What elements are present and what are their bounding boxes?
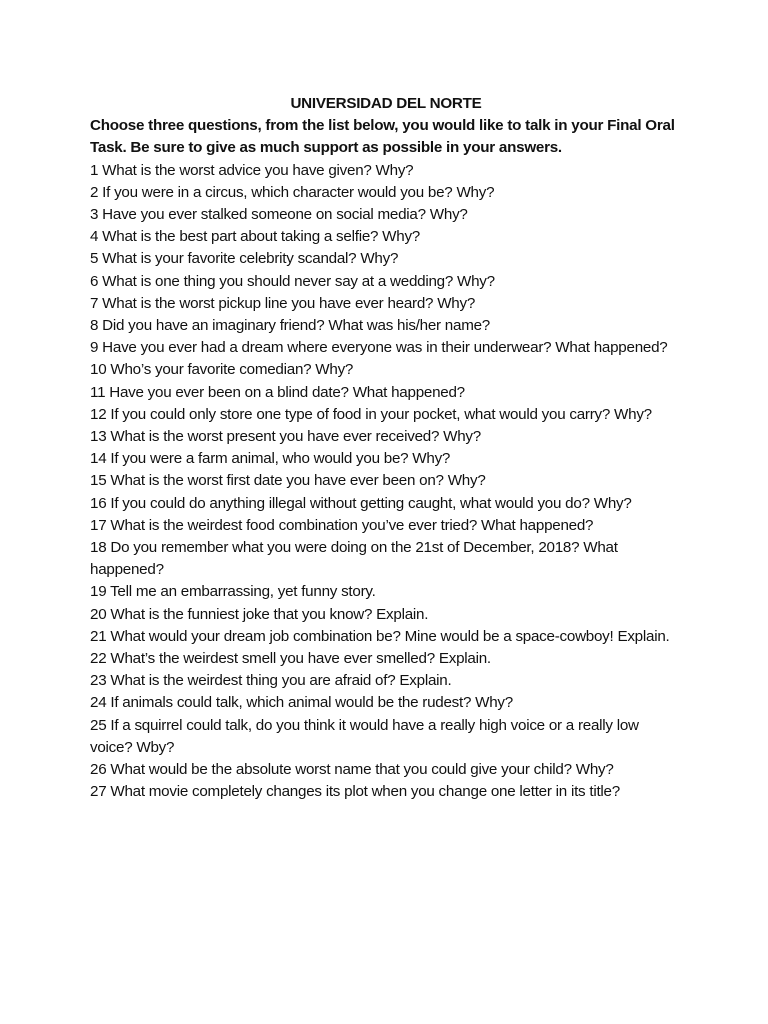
question-item: 27 What movie completely changes its plot when you change one letter in its title? (90, 783, 620, 801)
question-list (90, 160, 682, 804)
question-item: 17 What is the weirdest food combination you’ve ever tried? What happened? (90, 516, 594, 534)
question-item: 9 Have you ever had a dream where everyone was in their underwear? What happened? (90, 339, 668, 357)
question-item: 10 Who’s your favorite comedian? Why? (90, 361, 354, 379)
question-item: 1 What is the worst advice you have given? Why? (90, 161, 414, 179)
question-item: 5 What is your favorite celebrity scandal? Why? (90, 250, 399, 268)
question-item: 19 Tell me an embarrassing, yet funny story. (90, 583, 376, 601)
question-item: 25 If a squirrel could talk, do you think it would have a really high voice or a really low voice? Wby? (90, 716, 639, 756)
document-instructions: Choose three questions, from the list below, you would like to talk in your Final Oral Task. Be sure to give as much support as possible in your answers. (90, 117, 675, 157)
question-item: 18 Do you remember what you were doing on the 21st of December, 2018? What happened? (90, 539, 618, 579)
question-item: 8 Did you have an imaginary friend? What was his/her name? (90, 317, 490, 335)
question-item: 11 Have you ever been on a blind date? What happened? (90, 383, 465, 401)
document-title: UNIVERSIDAD DEL NORTE (290, 95, 482, 112)
question-item: 21 What would your dream job combination be? Mine would be a space-cowboy! Explain. (90, 627, 670, 645)
question-item: 12 If you could only store one type of food in your pocket, what would you carry? Why? (90, 405, 652, 423)
question-item: 23 What is the weirdest thing you are afraid of? Explain. (90, 672, 452, 690)
question-item: 7 What is the worst pickup line you have ever heard? Why? (90, 294, 476, 312)
question-item: 4 What is the best part about taking a selfie? Why? (90, 228, 420, 246)
question-item: 20 What is the funniest joke that you know? Explain. (90, 605, 429, 623)
question-item: 26 What would be the absolute worst name that you could give your child? Why? (90, 761, 614, 779)
question-item: 24 If animals could talk, which animal would be the rudest? Why? (90, 694, 513, 712)
question-item: 14 If you were a farm animal, who would you be? Why? (90, 450, 451, 468)
question-item: 2 If you were in a circus, which character would you be? Why? (90, 183, 495, 201)
question-item: 22 What’s the weirdest smell you have ever smelled? Explain. (90, 650, 491, 668)
question-item: 3 Have you ever stalked someone on social media? Why? (90, 206, 468, 224)
question-item: 6 What is one thing you should never say at a wedding? Why? (90, 272, 495, 290)
question-item: 16 If you could do anything illegal without getting caught, what would you do? Why? (90, 494, 632, 512)
question-item: 15 What is the worst first date you have ever been on? Why? (90, 472, 486, 490)
document-content (90, 93, 682, 804)
question-item: 13 What is the worst present you have ever received? Why? (90, 428, 481, 446)
